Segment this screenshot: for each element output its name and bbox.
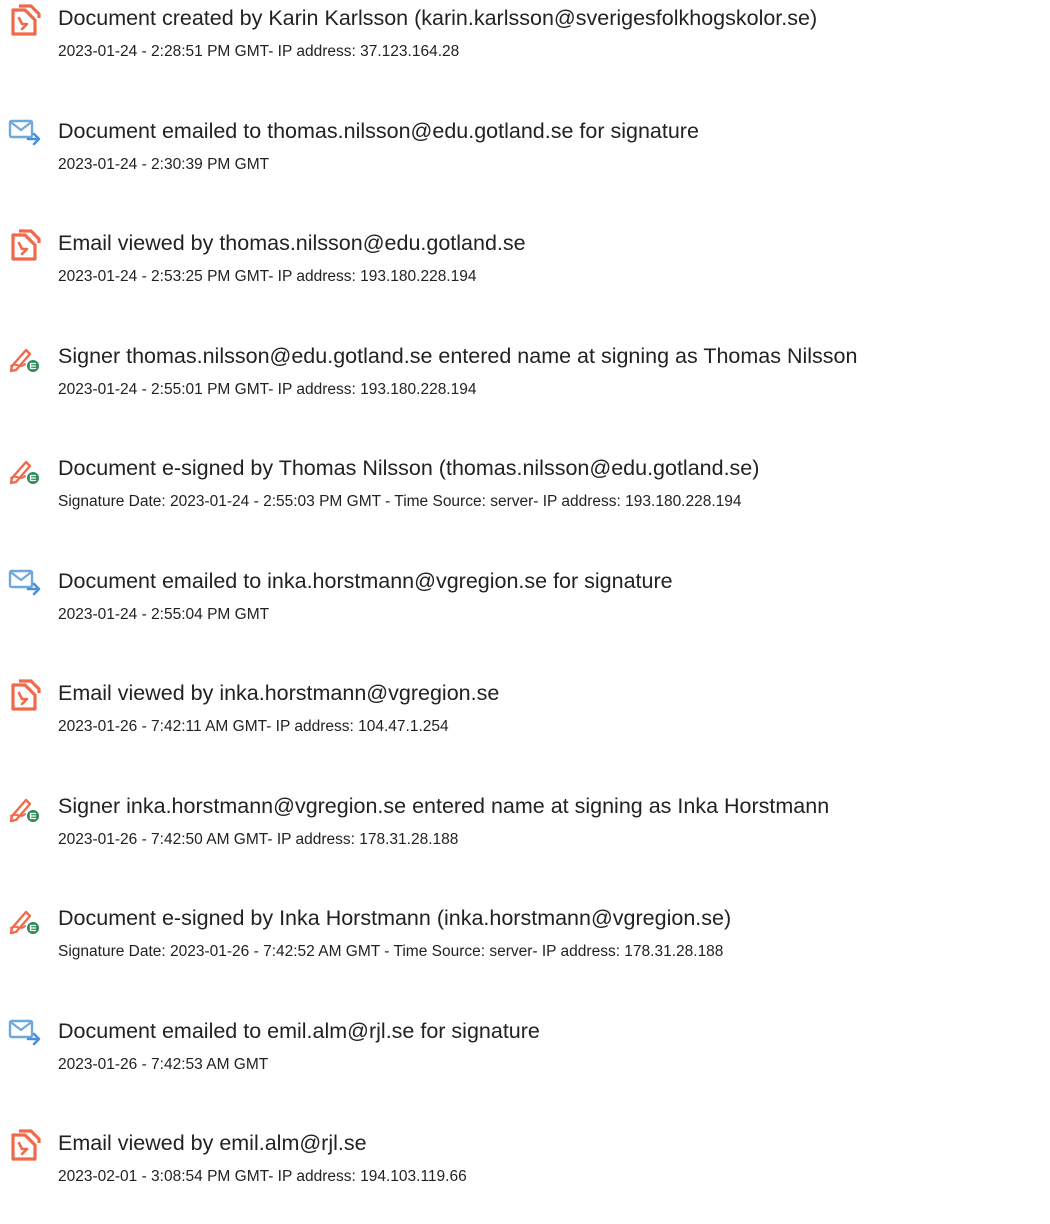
audit-event-row <box>0 788 1050 878</box>
audit-event-row <box>0 1013 1050 1103</box>
audit-event-row <box>0 113 1050 203</box>
event-detail: 2023-01-24 - 2:55:01 PM GMT- IP address: 193.180.228.194 <box>58 380 477 398</box>
audit-event-row <box>0 1125 1050 1215</box>
event-detail: 2023-01-26 - 7:42:53 AM GMT <box>58 1055 269 1073</box>
adobe-acrobat-document-icon <box>8 4 42 36</box>
email-sent-icon <box>8 117 42 149</box>
event-detail: 2023-01-26 - 7:42:11 AM GMT- IP address: 104.47.1.254 <box>58 718 449 735</box>
event-detail: 2023-01-24 - 2:55:04 PM GMT <box>58 605 270 623</box>
audit-event-row <box>0 675 1050 765</box>
audit-event-row <box>0 450 1050 540</box>
event-detail: Signature Date: 2023-01-24 - 2:55:03 PM GMT - Time Source: server- IP address: 193.180.228.194 <box>58 493 742 510</box>
adobe-acrobat-document-icon <box>8 1129 42 1161</box>
audit-event-row <box>0 338 1050 428</box>
event-detail: 2023-01-24 - 2:28:51 PM GMT- IP address: 37.123.164.28 <box>58 43 460 60</box>
audit-event-row <box>0 0 1050 90</box>
event-detail: Signature Date: 2023-01-26 - 7:42:52 AM GMT - Time Source: server- IP address: 178.31.28.188 <box>58 943 724 960</box>
audit-event-row <box>0 900 1050 990</box>
pen-signature-icon <box>8 792 42 824</box>
event-title: Document e-signed by Inka Horstmann (inka.horstmann@vgregion.se) <box>58 906 732 930</box>
pen-signature-icon <box>8 342 42 374</box>
pen-signature-icon <box>8 904 42 936</box>
event-title: Document emailed to thomas.nilsson@edu.gotland.se for signature <box>58 118 699 143</box>
event-title: Signer thomas.nilsson@edu.gotland.se entered name at signing as Thomas Nilsson <box>58 343 858 368</box>
email-sent-icon <box>8 1017 42 1049</box>
event-title: Email viewed by emil.alm@rjl.se <box>58 1131 367 1155</box>
event-title: Signer inka.horstmann@vgregion.se entered name at signing as Inka Horstmann <box>58 793 830 818</box>
adobe-acrobat-document-icon <box>8 229 42 261</box>
event-title: Email viewed by thomas.nilsson@edu.gotland.se <box>58 231 526 255</box>
event-detail: 2023-01-24 - 2:30:39 PM GMT <box>58 155 270 173</box>
audit-event-row <box>0 225 1050 315</box>
event-detail: 2023-01-26 - 7:42:50 AM GMT- IP address: 178.31.28.188 <box>58 830 459 848</box>
email-sent-icon <box>8 567 42 599</box>
pen-signature-icon <box>8 454 42 486</box>
event-detail: 2023-02-01 - 3:08:54 PM GMT- IP address: 194.103.119.66 <box>58 1168 467 1185</box>
event-title: Email viewed by inka.horstmann@vgregion.se <box>58 681 500 705</box>
event-title: Document e-signed by Thomas Nilsson (thomas.nilsson@edu.gotland.se) <box>58 456 760 480</box>
event-title: Document created by Karin Karlsson (karin.karlsson@sverigesfolkhogskolor.se) <box>58 6 818 30</box>
event-title: Document emailed to emil.alm@rjl.se for signature <box>58 1018 540 1043</box>
audit-event-row <box>0 563 1050 653</box>
adobe-acrobat-document-icon <box>8 679 42 711</box>
event-title: Document emailed to inka.horstmann@vgregion.se for signature <box>58 568 673 593</box>
event-detail: 2023-01-24 - 2:53:25 PM GMT- IP address: 193.180.228.194 <box>58 268 477 285</box>
